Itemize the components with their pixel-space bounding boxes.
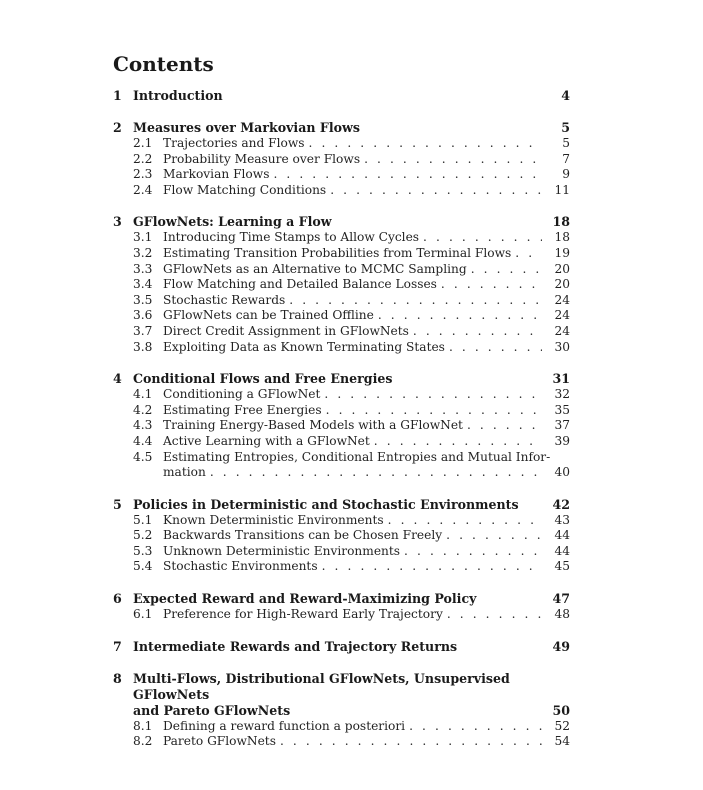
subsection-number: 3.3 — [133, 261, 153, 276]
subsection-page-number: 19 — [554, 245, 570, 260]
subsection-title-continuation: mation — [163, 465, 206, 480]
subsection-entry[interactable] — [113, 340, 570, 356]
section-title: Conditional Flows and Free Energies — [133, 371, 393, 387]
section-label — [113, 639, 457, 655]
table-of-contents — [113, 84, 570, 750]
section-entry[interactable] — [113, 371, 570, 387]
dot-leader — [322, 559, 542, 575]
subsection-entry[interactable] — [113, 230, 570, 246]
subsection-entry[interactable] — [113, 136, 570, 152]
subsection-page-number: 52 — [554, 718, 570, 733]
subsection-number: 5.4 — [133, 559, 153, 574]
subsection-title: GFlowNets as an Alternative to MCMC Sampling — [163, 261, 467, 276]
dot-leader — [449, 340, 542, 356]
subsection-title: Stochastic Rewards — [163, 292, 286, 307]
subsection-number: 5.2 — [133, 528, 153, 543]
subsection-entry[interactable] — [113, 528, 570, 544]
section-title: Introduction — [133, 88, 223, 103]
section-title: Intermediate Rewards and Trajectory Returns — [133, 638, 458, 654]
dot-leader — [330, 183, 542, 199]
subsection-number: 3.2 — [133, 245, 153, 260]
section-number: 6 — [113, 591, 122, 607]
section-entry[interactable] — [113, 497, 570, 513]
subsection-entry[interactable] — [113, 167, 570, 183]
section-number: 8 — [113, 670, 122, 686]
subsection-page-number: 24 — [554, 292, 570, 307]
subsection-number: 4.2 — [133, 402, 153, 417]
subsection-page-number: 48 — [554, 607, 570, 622]
subsection-entry[interactable] — [113, 513, 570, 529]
subsection-title: Training Energy-Based Models with a GFlowNet — [163, 418, 463, 433]
section-number: 1 — [113, 88, 122, 103]
dot-leader — [324, 387, 542, 403]
subsection-entry[interactable] — [113, 434, 570, 450]
section-page-number: 42 — [552, 496, 570, 512]
section-entry[interactable] — [113, 120, 570, 136]
subsection-entry[interactable] — [113, 308, 570, 324]
subsection-title: GFlowNets can be Trained Offline — [163, 308, 374, 323]
subsection-entry[interactable] — [113, 719, 570, 735]
section-title: Expected Reward and Reward-Maximizing Policy — [133, 591, 477, 607]
subsection-entry-continuation[interactable] — [113, 465, 570, 481]
section-entry[interactable] — [113, 214, 570, 230]
subsection-page-number: 54 — [554, 734, 570, 749]
subsection-title: Exploiting Data as Known Terminating States — [163, 339, 445, 354]
subsection-number: 8.2 — [133, 734, 153, 749]
subsection-entry[interactable] — [113, 734, 570, 750]
subsection-number: 4.4 — [133, 433, 153, 448]
subsection-page-number: 24 — [554, 323, 570, 338]
subsection-page-number: 44 — [554, 543, 570, 558]
dot-leader — [289, 293, 542, 309]
subsection-title: Active Learning with a GFlowNet — [163, 433, 370, 448]
section-label — [113, 371, 392, 387]
subsection-title: Stochastic Environments — [163, 559, 318, 574]
subsection-title: Estimating Entropies, Conditional Entropies and Mutual Infor- — [163, 449, 551, 464]
subsection-number: 2.4 — [133, 182, 153, 197]
dot-leader — [364, 152, 542, 168]
subsection-entry[interactable] — [113, 607, 570, 623]
subsection-entry[interactable] — [113, 450, 570, 466]
subsection-title: Backwards Transitions can be Chosen Freely — [163, 528, 443, 543]
subsection-page-number: 11 — [554, 182, 570, 197]
subsection-number: 2.2 — [133, 151, 153, 166]
section-number: 4 — [113, 371, 122, 387]
subsection-number: 3.1 — [133, 230, 153, 245]
subsection-page-number: 35 — [554, 402, 570, 417]
subsection-page-number: 43 — [554, 512, 570, 527]
dot-leader — [374, 434, 542, 450]
subsection-page-number: 20 — [554, 261, 570, 276]
subsection-title: Pareto GFlowNets — [163, 734, 276, 749]
dot-leader — [441, 277, 542, 293]
subsection-title: Direct Credit Assignment in GFlowNets — [163, 323, 409, 338]
subsection-entry[interactable] — [113, 293, 570, 309]
subsection-entry[interactable] — [113, 403, 570, 419]
subsection-page-number: 18 — [554, 230, 570, 245]
subsection-title: Estimating Free Energies — [163, 402, 322, 417]
section-page-number: 47 — [552, 591, 570, 607]
subsection-page-number: 45 — [554, 559, 570, 574]
section-entry[interactable] — [113, 591, 570, 607]
subsection-title: Preference for High-Reward Early Trajectory — [163, 607, 443, 622]
subsection-page-number: 37 — [554, 418, 570, 433]
subsection-number: 3.8 — [133, 339, 153, 354]
section-page-number: 31 — [552, 371, 570, 387]
subsection-number: 5.3 — [133, 543, 153, 558]
section-number: 7 — [113, 638, 122, 654]
subsection-page-number: 9 — [562, 167, 570, 182]
section-entry[interactable] — [113, 88, 570, 104]
dot-leader — [447, 607, 542, 623]
subsection-number: 3.4 — [133, 277, 153, 292]
section-number: 5 — [113, 496, 122, 512]
subsection-title: Conditioning a GFlowNet — [163, 387, 321, 402]
subsection-page-number: 7 — [562, 151, 570, 166]
section-entry[interactable] — [113, 639, 570, 655]
dot-leader — [409, 719, 542, 735]
subsection-entry[interactable] — [113, 277, 570, 293]
dot-leader — [404, 544, 542, 560]
section-number: 2 — [113, 120, 122, 135]
section-label — [113, 671, 542, 719]
dot-leader — [388, 513, 542, 529]
subsection-entry[interactable] — [113, 262, 570, 278]
dot-leader — [273, 167, 542, 183]
dot-leader — [326, 403, 542, 419]
section-number: 3 — [113, 214, 122, 230]
subsection-number: 4.3 — [133, 418, 153, 433]
subsection-number: 2.1 — [133, 136, 153, 150]
subsection-number: 2.3 — [133, 167, 153, 182]
subsection-page-number: 24 — [554, 308, 570, 323]
section-label — [113, 591, 476, 607]
section-page-number: 4 — [561, 88, 570, 103]
subsection-page-number: 39 — [554, 433, 570, 448]
subsection-number: 3.5 — [133, 292, 153, 307]
dot-leader — [309, 136, 542, 152]
page-title: Contents — [113, 52, 214, 76]
dot-leader — [210, 465, 542, 481]
section-page-number: 49 — [552, 638, 570, 654]
subsection-entry[interactable] — [113, 418, 570, 434]
section-title: Measures over Markovian Flows — [133, 120, 360, 135]
subsection-page-number: 32 — [554, 387, 570, 402]
subsection-title: Defining a reward function a posteriori — [163, 718, 406, 733]
dot-leader — [413, 324, 542, 340]
subsection-number: 6.1 — [133, 607, 153, 622]
subsection-number: 3.7 — [133, 323, 153, 338]
section-title: Multi-Flows, Distributional GFlowNets, Unsupervised GFlowNets and Pareto GFlowNets — [133, 670, 510, 718]
section-label — [113, 88, 223, 104]
subsection-entry[interactable] — [113, 387, 570, 403]
subsection-page-number: 5 — [562, 136, 570, 150]
section-entry[interactable] — [113, 671, 570, 719]
subsection-title: Probability Measure over Flows — [163, 151, 361, 166]
section-page-number: 5 — [561, 120, 570, 135]
section-title: Policies in Deterministic and Stochastic Environments — [133, 496, 519, 512]
subsection-title: Markovian Flows — [163, 167, 270, 182]
subsection-title: Known Deterministic Environments — [163, 512, 384, 527]
subsection-page-number: 40 — [554, 465, 570, 480]
subsection-title: Flow Matching Conditions — [163, 182, 327, 197]
dot-leader — [467, 418, 542, 434]
section-title: GFlowNets: Learning a Flow — [133, 214, 332, 230]
subsection-number: 4.1 — [133, 387, 153, 402]
subsection-page-number: 44 — [554, 528, 570, 543]
dot-leader — [378, 308, 542, 324]
subsection-number: 8.1 — [133, 718, 153, 733]
subsection-entry[interactable] — [113, 324, 570, 340]
section-label — [113, 214, 332, 230]
subsection-page-number: 20 — [554, 277, 570, 292]
section-label — [113, 497, 519, 513]
section-label — [113, 120, 360, 136]
subsection-title: Introducing Time Stamps to Allow Cycles — [163, 230, 420, 245]
subsection-entry[interactable] — [113, 559, 570, 575]
subsection-title: Unknown Deterministic Environments — [163, 543, 401, 558]
subsection-title: Estimating Transition Probabilities from Terminal Flows — [163, 245, 512, 260]
dot-leader — [423, 230, 542, 246]
subsection-entry[interactable] — [113, 544, 570, 560]
subsection-number: 3.6 — [133, 308, 153, 323]
subsection-number: 5.1 — [133, 512, 153, 527]
section-page-number: 50 — [552, 702, 570, 718]
dot-leader — [515, 246, 542, 262]
subsection-entry[interactable] — [113, 183, 570, 199]
dot-leader — [446, 528, 542, 544]
dot-leader — [471, 262, 542, 278]
subsection-title: Trajectories and Flows — [163, 136, 305, 150]
subsection-entry[interactable] — [113, 246, 570, 262]
subsection-entry[interactable] — [113, 152, 570, 168]
subsection-page-number: 30 — [554, 339, 570, 354]
subsection-title: Flow Matching and Detailed Balance Losses — [163, 277, 437, 292]
dot-leader — [280, 734, 542, 750]
subsection-number: 4.5 — [133, 449, 153, 464]
section-page-number: 18 — [552, 214, 570, 230]
